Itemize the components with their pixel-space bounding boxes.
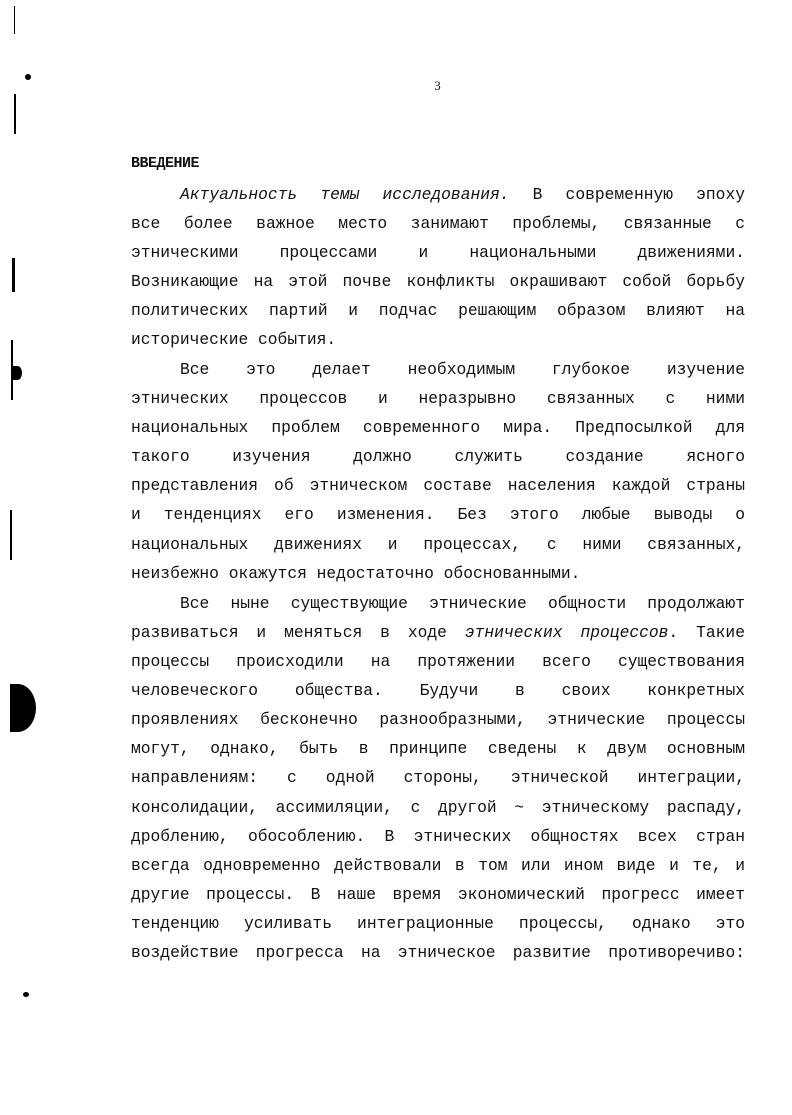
text-line: всегда одновременно действовали в том или ином виде и те, и	[131, 856, 745, 875]
scan-mark	[12, 258, 15, 292]
line-text: В современную эпоху	[509, 185, 745, 204]
scan-mark	[14, 6, 15, 34]
text-line: политических партий и подчас решающим образом влияют на	[131, 301, 745, 320]
text-line: другие процессы. В наше время экономический прогресс имеет	[131, 885, 745, 904]
scan-mark	[25, 74, 31, 80]
text-line: консолидации, ассимиляции, с другой ~ этническому распаду,	[131, 798, 745, 817]
text-line: неизбежно окажутся недостаточно обоснованными.	[131, 564, 581, 583]
text-line: Возникающие на этой почве конфликты окрашивают собой борьбу	[131, 272, 745, 291]
text-line: и тенденциях его изменения. Без этого любые выводы о	[131, 505, 745, 524]
text-line: дроблению, обособлению. В этнических общностях всех стран	[131, 827, 745, 846]
page-number: 3	[434, 78, 441, 93]
text-line: национальных проблем современного мира. Предпосылкой для	[131, 418, 745, 437]
scan-mark	[10, 684, 36, 732]
text-line: воздействие прогресса на этническое развитие противоречиво:	[131, 943, 745, 962]
text-line: процессы происходили на протяжении всего существования	[131, 652, 745, 671]
section-heading: ВВЕДЕНИЕ	[131, 155, 200, 172]
line-text: . Такие	[668, 623, 745, 642]
scan-mark	[23, 992, 29, 997]
scan-mark	[13, 366, 22, 380]
text-line: такого изучения должно служить создание ясного	[131, 447, 745, 466]
text-line	[131, 180, 745, 209]
text-line: Все ныне существующие этнические общности продолжают	[180, 594, 745, 613]
text-line: национальных движениях и процессах, с ними связанных,	[131, 535, 745, 554]
text-line: этнических процессов и неразрывно связанных с ними	[131, 389, 745, 408]
text-line: человеческого общества. Будучи в своих конкретных	[131, 681, 745, 700]
scan-mark	[10, 510, 12, 560]
text-line: этническими процессами и национальными движениями.	[131, 243, 745, 262]
italic-phrase: этнических процессов	[464, 623, 669, 642]
text-line	[131, 618, 745, 647]
text-line: Все это делает необходимым глубокое изучение	[180, 360, 745, 379]
scan-mark	[14, 94, 16, 134]
italic-phrase: Актуальность темы исследования.	[180, 185, 510, 204]
text-line: все более важное место занимают проблемы, связанные с	[131, 214, 745, 233]
line-text: развиваться и меняться в ходе	[131, 623, 465, 642]
text-line: представления об этническом составе населения каждой страны	[131, 476, 745, 495]
text-line: исторические события.	[131, 330, 337, 349]
text-line: могут, однако, быть в принципе сведены к двум основным	[131, 739, 745, 758]
text-line: направлениям: с одной стороны, этнической интеграции,	[131, 768, 745, 787]
text-line: проявлениях бесконечно разнообразными, этнические процессы	[131, 710, 745, 729]
text-line: тенденцию усиливать интеграционные процессы, однако это	[131, 914, 745, 933]
